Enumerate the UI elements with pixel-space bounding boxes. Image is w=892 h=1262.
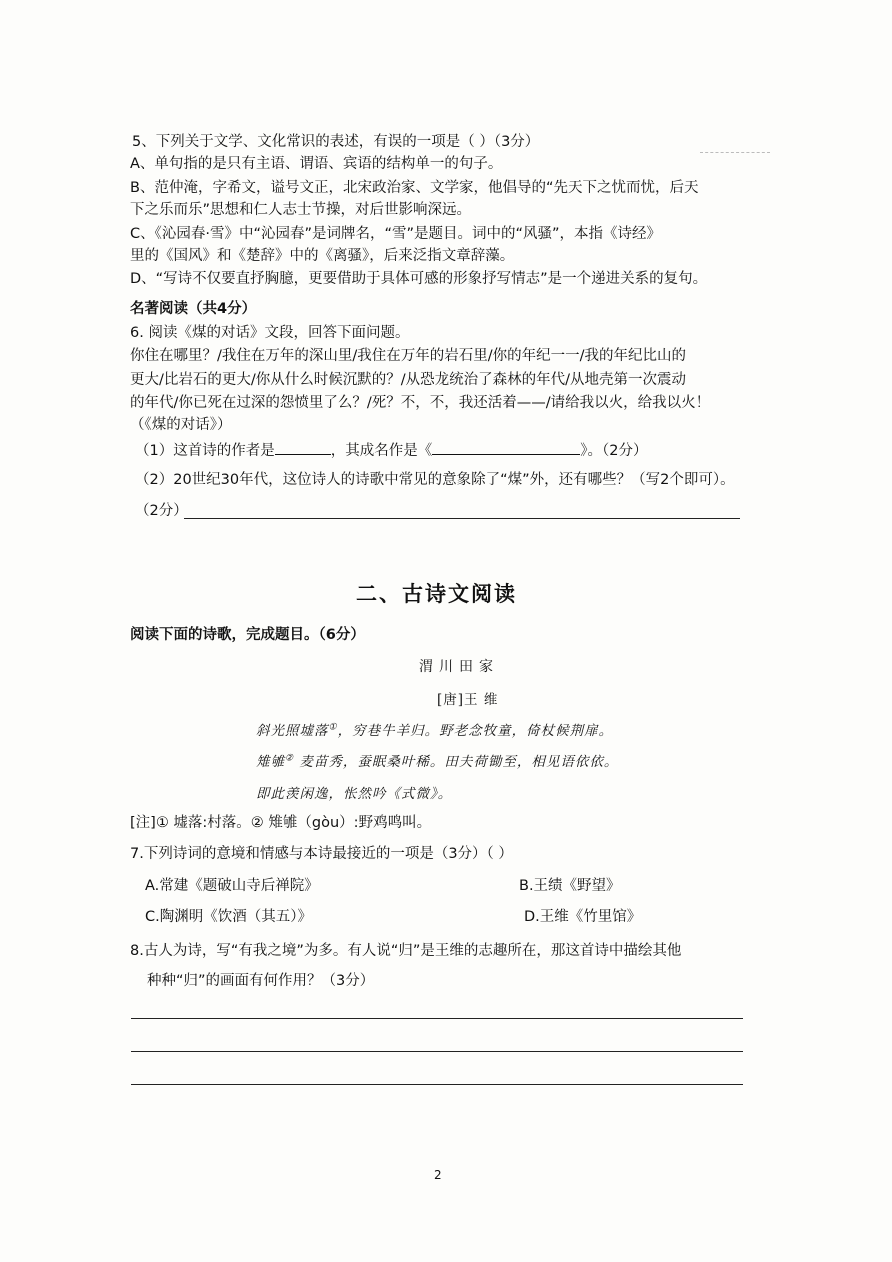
q6-passage-source: （《煤的对话》）	[130, 417, 232, 433]
q7-option-a: A.常建《题破山寺后禅院》	[145, 878, 319, 894]
poem-line-3: 即此羡闲逸，怅然吟《式微》。	[256, 786, 453, 802]
poem-line-1-a: 斜光照墟落	[256, 723, 329, 739]
section-title: 二、古诗文阅读	[356, 582, 517, 606]
q6-sub2-answer-line[interactable]	[184, 518, 740, 519]
q6-work-answer-blank[interactable]	[432, 440, 580, 455]
q5-option-c-line2: 里的《国风》和《楚辞》中的《离骚》，后来泛指文章辞藻。	[130, 248, 515, 264]
q8-answer-line-3[interactable]	[131, 1084, 743, 1085]
q5-stem: 5、下列关于文学、文化常识的表述，有误的一项是（ ）（3分）	[132, 134, 540, 150]
poem-author: [唐]王 维	[437, 692, 499, 708]
q6-sub1-middle: ，其成名作是《	[330, 443, 433, 459]
q7-option-d: D.王维《竹里馆》	[524, 909, 642, 925]
q5-option-b-line1: B、范仲淹，字希文，谥号文正，北宋政治家、文学家，他倡导的“先天下之忧而忧，后天	[130, 180, 699, 196]
q6-stem: 6. 阅读《煤的对话》文段，回答下面问题。	[130, 325, 410, 341]
q7-stem: 7.下列诗词的意境和情感与本诗最接近的一项是（3分）（ ）	[130, 846, 513, 862]
q5-option-d: D、“写诗不仅要直抒胸臆，更要借助于具体可感的形象抒写情志”是一个递进关系的复句。	[130, 271, 708, 287]
poem-line-1-b: ，穷巷牛羊归。野老念牧童，倚杖候荆扉。	[337, 723, 614, 739]
q8-line2: 种种“归”的画面有何作用？（3分）	[147, 973, 375, 989]
poem-line-1	[256, 719, 613, 739]
q6-passage-line2: 更大/比岩石的更大/你从什么时候沉默的？/从恐龙统治了森林的年代/从地壳第一次震动	[130, 372, 687, 388]
q6-sub1-suffix: 》。（2分）	[580, 443, 648, 459]
q6-sub1	[135, 440, 647, 460]
poem-line-2-a: 雉雊	[256, 754, 285, 770]
note-marker-1: ①	[328, 722, 338, 733]
q6-sub2-score: （2分）	[135, 503, 188, 519]
q8-answer-line-1[interactable]	[131, 1018, 743, 1019]
poem-title: 渭川田家	[419, 659, 499, 675]
q5-option-a: A、单句指的是只有主语、谓语、宾语的结构单一的句子。	[130, 156, 503, 172]
scan-mark	[700, 152, 770, 153]
section-mingzhu-heading: 名著阅读（共4分）	[130, 301, 257, 317]
q5-option-b-line2: 下之乐而乐”思想和仁人志士节操，对后世影响深远。	[130, 202, 472, 218]
q6-sub1-prefix: （1）这首诗的作者是	[135, 443, 275, 459]
reading-intro: 阅读下面的诗歌，完成题目。（6分）	[130, 627, 365, 643]
poem-notes: [注]① 墟落:村落。② 雉雊（gòu）:野鸡鸣叫。	[130, 815, 432, 831]
q6-passage-line1: 你住在哪里？/我住在万年的深山里/我住在万年的岩石里/你的年纪一一/我的年纪比山的	[130, 348, 687, 364]
q7-option-c: C.陶渊明《饮酒（其五）》	[145, 909, 312, 925]
q6-author-answer-blank[interactable]	[275, 440, 331, 455]
q7-option-b: B.王绩《野望》	[519, 878, 621, 894]
q5-option-c-line1: C、《沁园春·雪》中“沁园春”是词牌名，“雪”是题目。词中的“风骚”，本指《诗经》	[130, 226, 662, 242]
q6-passage-line3: 的年代/你已死在过深的怨愤里了么？/死？不，不，我还活着——/请给我以火，给我以火！	[130, 395, 711, 411]
poem-line-2-b: 麦苗秀，蚕眠桑叶稀。田夫荷锄至，相见语依依。	[294, 754, 619, 770]
q8-line1: 8.古人为诗，写“有我之境”为多。有人说“归”是王维的志趣所在，那这首诗中描绘其他	[130, 943, 682, 959]
q8-answer-line-2[interactable]	[131, 1051, 743, 1052]
page-number: 2	[434, 1168, 442, 1182]
poem-line-2	[256, 750, 618, 770]
note-marker-2: ②	[285, 753, 295, 764]
q6-sub2: （2）20世纪30年代，这位诗人的诗歌中常见的意象除了“煤”外，还有哪些？（写2个即可）。	[135, 472, 735, 488]
